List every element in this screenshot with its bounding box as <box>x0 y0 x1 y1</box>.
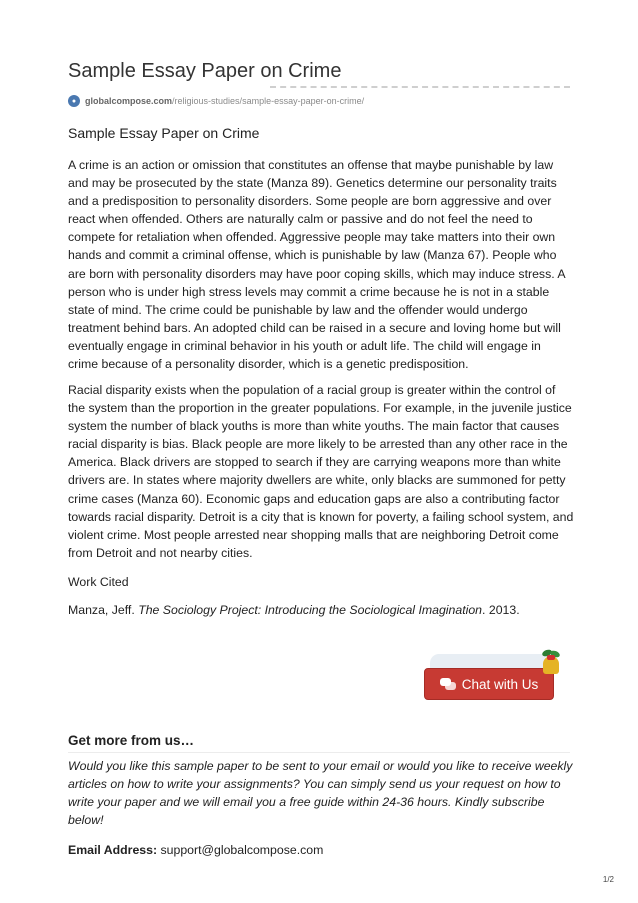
site-favicon-icon: ● <box>68 95 80 107</box>
citation-author: Manza, Jeff. <box>68 603 139 617</box>
source-path[interactable]: /religious-studies/sample-essay-paper-on-crime/ <box>172 96 365 106</box>
essay-heading: Sample Essay Paper on Crime <box>68 125 260 141</box>
email-address-link[interactable]: support@globalcompose.com <box>157 843 324 857</box>
email-label: Email Address: <box>68 843 158 857</box>
chat-with-us-button[interactable] <box>424 668 554 700</box>
christmas-bell-icon <box>540 650 562 676</box>
essay-paragraph: Racial disparity exists when the population of a racial group is greater within the control of the system than the proportion in the greater populations. For example, in the juvenile justice system the number of black youths is more than white youths. The main factor that causes racial disparity is bias. Black people are more likely to be arrested than any other race in the America. Black drivers are stopped to search if they are carrying weapons more than white drivers are. In states where majority dwellers are white, only blacks are summoned for petty crime cases (Manza 60). Economic gaps and education gaps are also a contributing factor towards racial disparity. Detroit is a city that is known for poverty, a failing school system, and violent crime. Most people arrested near shopping malls that are neighboring Detroit come from Detroit and not nearby cities. <box>68 383 574 560</box>
title-dashed-divider <box>270 86 570 88</box>
section-divider <box>68 752 570 753</box>
citation-year: . 2013. <box>482 603 520 617</box>
essay-paragraph: A crime is an action or omission that constitutes an offense that maybe punishable by law and may be prosecuted by the state (Manza 89). Genetics determine our personality traits and a predisposition to personality disorders. Some people are born aggressive and over react when offended. Others are naturally calm or passive and do not feel the need to compete for retaliation when offended. Aggressive people may take matters into their own hands and commit a criminal offense, which is punishable by law (Manza 67). People who are born with personality disorders may have poor coping skills, which may induce stress. A person who is under high stress levels may commit a crime because he is not in a stable state of mind. The crime could be punishable by law and the offender would undergo treatment behind bars. An adopted child can be raised in a secure and loving home but will eventually engage in criminal behavior in his youth or adult life. The child will engage in crime because of a personality disorder, which is a genetic predisposition. <box>68 158 565 372</box>
chat-widget[interactable] <box>420 648 568 708</box>
work-cited-heading: Work Cited <box>68 575 129 589</box>
page-number: 1/2 <box>602 875 614 884</box>
document-title: Sample Essay Paper on Crime <box>68 60 342 82</box>
promo-text: Would you like this sample paper to be sent to your email or would you like to receive weekly articles on how to write your assignments? You can simply send us your request on how to write your paper and we will email you a free guide within 24-36 hours. Kindly subscribe below! <box>68 759 573 828</box>
citation-entry <box>68 603 520 617</box>
chat-button-label: Chat with Us <box>461 676 539 692</box>
chat-bubbles-icon <box>440 678 456 690</box>
email-contact <box>68 843 323 857</box>
source-domain[interactable]: globalcompose.com <box>85 96 173 106</box>
source-url[interactable] <box>68 93 364 109</box>
get-more-heading: Get more from us… <box>68 733 195 748</box>
citation-book-title: The Sociology Project: Introducing the Sociological Imagination <box>138 603 483 617</box>
